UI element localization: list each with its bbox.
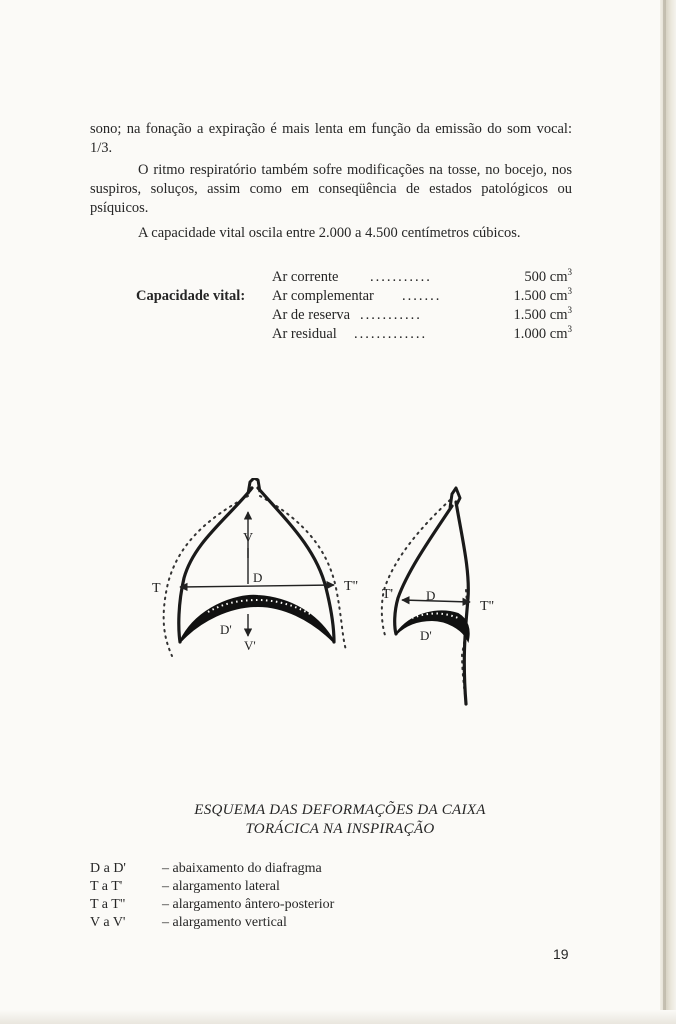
front-label-t: T (152, 581, 161, 596)
side-label-d: D (426, 588, 436, 603)
capacity-row-dots: ............. (354, 326, 428, 342)
front-arrow-lateral (180, 585, 334, 587)
legend-desc: – alargamento vertical (162, 915, 287, 930)
page-edge-bottom (0, 1010, 676, 1024)
side-arrow-ap (402, 600, 470, 602)
capacity-row-corrente (272, 268, 572, 287)
side-view-thorax (382, 488, 494, 704)
capacity-row-value: 1.000 $cm^3$ (513, 324, 572, 342)
thorax-deformation-diagram (150, 478, 510, 710)
capacity-row-complementar (272, 287, 572, 306)
capacity-row-value: 1.500 $cm^3$ (513, 286, 572, 304)
capacity-row-name: Ar corrente (272, 269, 339, 285)
legend-desc: – alargamento ântero-posterior (162, 897, 335, 912)
side-label-d1: D' (420, 628, 432, 643)
capacity-label: Capacidade vital: (136, 288, 246, 304)
paragraph-rhythm: O ritmo respiratório também sofre modificações na tosse, no bocejo, nos suspiros, soluços, assim como em conseqüência de estados patológicos ou psíquicos. (90, 162, 572, 216)
front-label-d1: D' (220, 622, 232, 637)
legend-code: V a V' (90, 915, 126, 930)
page-number: 19 (553, 946, 569, 962)
front-label-t2: T" (344, 579, 359, 594)
capacity-row-name: Ar residual (272, 326, 337, 342)
paragraph-vital-capacity: A capacidade vital oscila entre 2.000 a 4.500 centímetros cúbicos. (138, 225, 521, 241)
front-apex (248, 478, 260, 494)
front-label-v: V (243, 531, 254, 546)
capacity-row-reserva (272, 306, 572, 325)
front-diaphragm (180, 596, 334, 642)
figure-caption-line1: ESQUEMA DAS DEFORMAÇÕES DA CAIXA (194, 802, 486, 818)
legend-desc: – alargamento lateral (162, 879, 280, 894)
capacity-row-value: 1.500 $cm^3$ (513, 305, 572, 323)
front-outline-expanded (164, 496, 248, 656)
capacity-row-residual (272, 325, 572, 344)
side-label-t2: T" (480, 599, 495, 614)
capacity-row-name: Ar de reserva (272, 307, 351, 323)
side-label-t1: T' (382, 587, 394, 602)
front-ribcage-left (179, 488, 252, 642)
page-edge-shadow (663, 0, 666, 1024)
capacity-row-dots: ........... (370, 269, 432, 285)
figure-caption-line2: TORÁCICA NA INSPIRAÇÃO (245, 821, 435, 837)
side-apex (450, 488, 460, 508)
legend-desc: – abaixamento do diafragma (162, 861, 322, 876)
front-label-v1: V' (244, 638, 256, 653)
capacity-row-dots: ........... (360, 307, 422, 323)
legend-code: D a D' (90, 861, 126, 876)
capacity-row-dots: ....... (402, 288, 442, 304)
legend-code: T a T" (90, 897, 126, 912)
legend-code: T a T' (90, 879, 123, 894)
side-diaphragm (396, 611, 469, 640)
capacity-row-value: 500 $cm^3$ (524, 267, 572, 285)
paragraph-phonation: sono; na fonação a expiração é mais lenta em função da emissão do som vocal: 1/3. (90, 121, 572, 156)
front-label-d: D (253, 570, 263, 585)
front-ribcage-right (258, 488, 334, 642)
front-view-thorax (152, 478, 358, 656)
capacity-row-name: Ar complementar (272, 288, 374, 304)
